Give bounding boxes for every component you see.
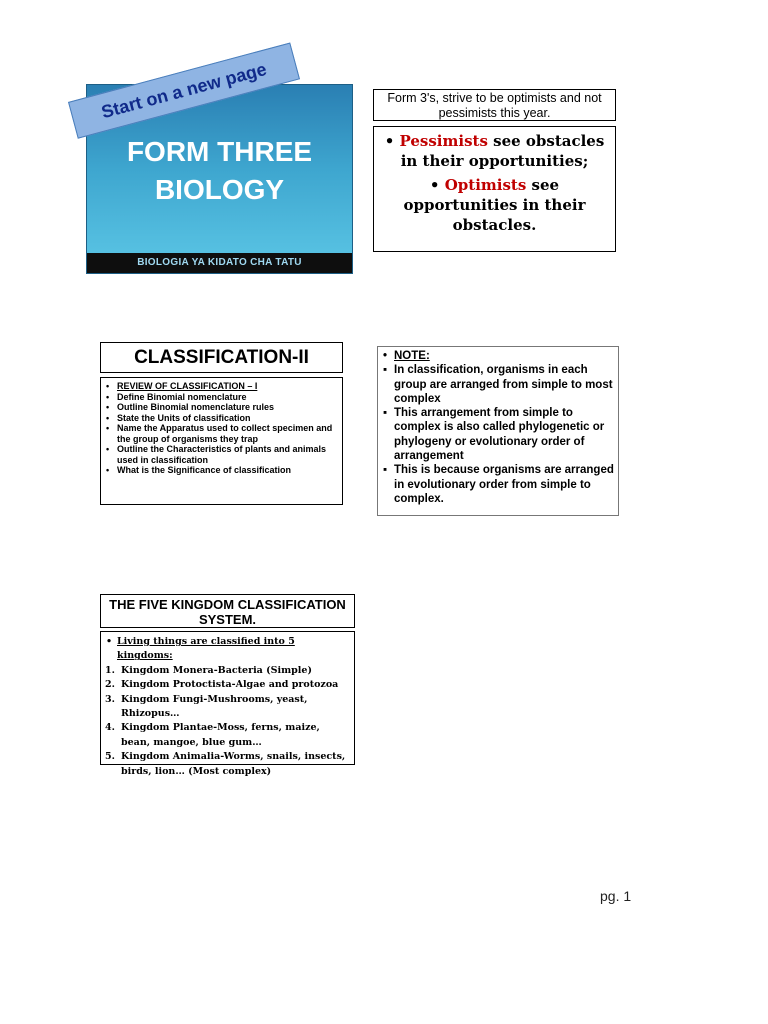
review-heading: REVIEW OF CLASSIFICATION – I [117,381,258,391]
optimists-line: • Optimists see opportunities in their obstacles. [403,176,586,234]
optimists-text: see opportunities in their obstacles [403,176,586,234]
list-item: • Outline Binomial nomenclature rules [105,402,338,413]
pessimists-line: • Pessimists see obstacles in their opportunities; [384,132,605,170]
page-number: pg. 1 [600,888,632,904]
list-item [105,635,350,664]
list-item: • What is the Significance of classification [105,465,338,476]
quote-heading: Form 3's, strive to be optimists and not pessimists this year. [373,89,616,121]
start-new-page-banner: Start on a new page [68,42,300,138]
list-item: • Outline the Characteristics of plants and animals used in classification [105,444,338,465]
pessimists-word: Pessimists [399,132,488,150]
list-item: 5. Kingdom Animalia-Worms, snails, insects, birds, lion… (Most complex) [105,751,346,777]
kingdom-intro: Living things are classified into 5 kingdoms: [117,636,295,662]
list-item: 4. Kingdom Plantae-Moss, ferns, maize, bean, mangoe, blue gum… [105,722,320,748]
note-heading: NOTE: [394,350,430,362]
optimists-word: Optimists [444,176,527,194]
list-item: • State the Units of classification [105,413,338,424]
pessimists-text: see obstacles in their opportunities [400,132,605,170]
slide-title: FORM THREE BIOLOGY [126,136,313,205]
list-item [382,349,614,363]
five-kingdom-title: THE FIVE KINGDOM CLASSIFICATION SYSTEM. [100,594,355,628]
list-item [105,381,338,392]
classification-list-box [100,377,343,505]
list-item: ▪ This arrangement from simple to complex is also called phylogenetic or phylogeny or evolutionary order of arrangement [382,406,614,463]
classification-title: CLASSIFICATION-II [100,342,343,373]
list-item: 2. Kingdom Protoctista-Algae and protozoa [105,679,339,691]
list-item: 1. Kingdom Monera-Bacteria (Simple) [105,664,312,676]
five-kingdom-list-box [100,631,355,777]
list-item: • Define Binomial nomenclature [105,392,338,403]
list-item: 3. Kingdom Fungi-Mushrooms, yeast, Rhizopus… [105,693,308,720]
quote-box [373,126,616,252]
slide-subtitle: BIOLOGIA YA KIDATO CHA TATU [87,253,352,273]
list-item: ▪ This is because organisms are arranged in evolutionary order from simple to complex. [382,463,614,506]
note-box [377,346,619,516]
list-item: • Name the Apparatus used to collect specimen and the group of organisms they trap [105,423,338,444]
list-item: ▪ In classification, organisms in each group are arranged from simple to most complex [382,363,614,406]
